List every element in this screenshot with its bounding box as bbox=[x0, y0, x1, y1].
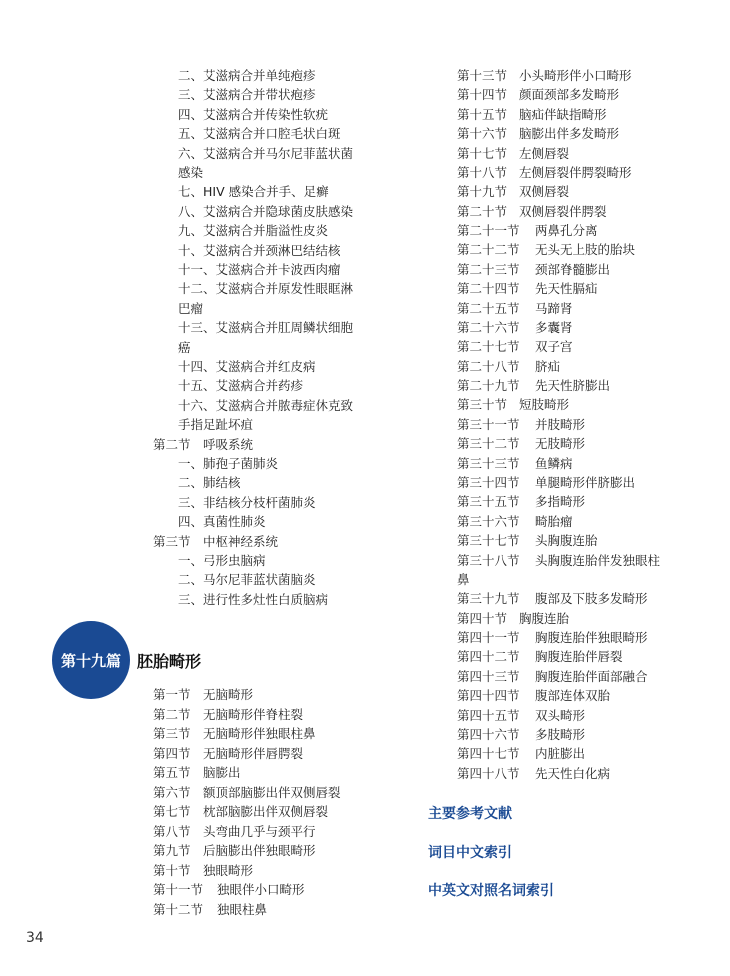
section-title: 脑膨出伴多发畸形 bbox=[519, 126, 620, 142]
section-title: 胸腹连胎伴面部融合 bbox=[535, 668, 648, 684]
toc-entry[interactable]: 三、非结核分枝杆菌肺炎 bbox=[178, 494, 316, 510]
section-title: 左侧唇裂 bbox=[519, 145, 570, 161]
section-entry[interactable] bbox=[457, 221, 598, 240]
section-title: 多肢畸形 bbox=[535, 726, 586, 742]
section-entry[interactable] bbox=[457, 144, 569, 163]
section-title: 多指畸形 bbox=[535, 494, 586, 510]
section-title: 左侧唇裂伴腭裂畸形 bbox=[519, 164, 632, 180]
section-entry[interactable] bbox=[153, 744, 303, 763]
section-entry[interactable] bbox=[153, 861, 253, 880]
section-entry[interactable] bbox=[457, 66, 632, 85]
section-title: 无脑畸形伴脊柱裂 bbox=[203, 706, 304, 722]
section-entry[interactable] bbox=[457, 279, 598, 298]
section-entry[interactable] bbox=[457, 85, 619, 104]
section-title: 短肢畸形 bbox=[519, 397, 570, 413]
section-title: 单腿畸形伴脐膨出 bbox=[535, 474, 636, 490]
section-title: 多囊肾 bbox=[535, 319, 573, 335]
section-entry[interactable] bbox=[457, 415, 585, 434]
section-entry[interactable] bbox=[457, 512, 573, 531]
section-number: 第五节 bbox=[153, 765, 191, 780]
section-title: 双侧唇裂伴腭裂 bbox=[519, 203, 607, 219]
section-entry[interactable] bbox=[153, 900, 267, 919]
section-title: 后脑膨出伴独眼畸形 bbox=[203, 843, 316, 858]
toc-entry[interactable]: 六、艾滋病合并马尔尼菲蓝状菌 bbox=[178, 145, 354, 161]
section-entry[interactable] bbox=[457, 163, 632, 182]
toc-entry[interactable]: 十三、艾滋病合并肛周鳞状细胞 bbox=[178, 320, 354, 336]
section-number: 第四十三节 bbox=[457, 668, 520, 684]
toc-entry[interactable]: 二、马尔尼菲蓝状菌脑炎 bbox=[178, 572, 316, 588]
toc-entry[interactable]: 十一、艾滋病合并卡波西肉瘤 bbox=[178, 262, 341, 277]
toc-entry-continuation[interactable]: 手指足趾坏疽 bbox=[178, 417, 254, 433]
references-link[interactable]: 主要参考文献 bbox=[428, 806, 512, 822]
section-entry[interactable] bbox=[457, 725, 585, 744]
toc-entry[interactable]: 四、艾滋病合并传染性软疣 bbox=[178, 106, 329, 122]
section-entry[interactable] bbox=[457, 105, 607, 124]
section-title: 小头畸形伴小口畸形 bbox=[519, 68, 632, 83]
section-title: 马蹄肾 bbox=[535, 300, 573, 316]
section-entry[interactable] bbox=[153, 685, 253, 704]
section-entry[interactable] bbox=[457, 454, 573, 473]
section-entry[interactable] bbox=[457, 376, 610, 395]
section-number: 第二十六节 bbox=[457, 319, 520, 335]
section-number: 第三十六节 bbox=[457, 513, 520, 529]
section-title: 独眼畸形 bbox=[203, 862, 254, 878]
section-title: 两鼻孔分离 bbox=[535, 223, 598, 239]
section-title: 独眼柱鼻 bbox=[217, 901, 268, 917]
toc-entry[interactable]: 二、肺结核 bbox=[178, 475, 241, 491]
section-number: 第十节 bbox=[153, 862, 191, 878]
section-number: 第三十九节 bbox=[457, 591, 520, 607]
section-title: 双头畸形 bbox=[535, 707, 586, 723]
section-number: 第四十五节 bbox=[457, 707, 520, 723]
section-title: 先天性白化病 bbox=[535, 765, 611, 781]
section-number: 第二十三节 bbox=[457, 261, 520, 277]
toc-entry[interactable]: 十二、艾滋病合并原发性眼眶淋 bbox=[178, 281, 354, 297]
toc-entry[interactable]: 四、真菌性肺炎 bbox=[178, 514, 266, 530]
section-entry[interactable] bbox=[153, 880, 305, 899]
toc-entry[interactable]: 七、HIV 感染合并手、足癣 bbox=[178, 184, 329, 200]
section-heading[interactable]: 第二节 呼吸系统 bbox=[153, 436, 254, 452]
section-number: 第三十一节 bbox=[457, 416, 520, 432]
section-number: 第一节 bbox=[153, 687, 191, 702]
section-number: 第二十四节 bbox=[457, 281, 520, 297]
section-title: 胸腹连胎 bbox=[519, 610, 570, 626]
page-number: 34 bbox=[26, 930, 44, 946]
section-title: 腹部连体双胎 bbox=[535, 688, 611, 704]
toc-entry[interactable]: 五、艾滋病合并口腔毛状白斑 bbox=[178, 126, 341, 142]
section-title: 头胸腹连胎伴发独眼柱 bbox=[535, 552, 661, 568]
section-number: 第三十五节 bbox=[457, 494, 520, 510]
section-title: 无头无上肢的胎块 bbox=[535, 242, 636, 258]
section-number: 第三十八节 bbox=[457, 552, 520, 568]
section-number: 第十七节 bbox=[457, 145, 508, 161]
section-number: 第四十节 bbox=[457, 610, 508, 626]
section-title: 脑膨出 bbox=[203, 765, 241, 780]
section-number: 第四十四节 bbox=[457, 688, 520, 704]
section-title: 先天性脐膨出 bbox=[535, 378, 611, 394]
section-number: 第二十节 bbox=[457, 203, 508, 219]
section-entry[interactable] bbox=[457, 764, 610, 783]
section-title: 颈部脊髓膨出 bbox=[535, 261, 611, 277]
section-title: 畸胎瘤 bbox=[535, 513, 573, 529]
section-title: 无脑畸形伴唇腭裂 bbox=[203, 745, 304, 761]
section-title: 颜面颈部多发畸形 bbox=[519, 87, 620, 103]
section-number: 第八节 bbox=[153, 823, 191, 839]
toc-entry-continuation[interactable]: 感染 bbox=[178, 165, 204, 180]
section-title: 双侧唇裂 bbox=[519, 184, 570, 200]
section-entry[interactable] bbox=[457, 667, 648, 686]
toc-entry-continuation[interactable]: 巴瘤 bbox=[178, 300, 204, 316]
section-entry[interactable] bbox=[153, 841, 316, 860]
toc-entry[interactable]: 一、肺孢子菌肺炎 bbox=[178, 456, 279, 471]
section-number: 第十二节 bbox=[153, 901, 204, 917]
section-number: 第四十一节 bbox=[457, 630, 520, 646]
section-number: 第九节 bbox=[153, 843, 191, 858]
section-title: 腹部及下肢多发畸形 bbox=[535, 591, 648, 607]
section-number: 第三十二节 bbox=[457, 436, 520, 452]
section-number: 第二十七节 bbox=[457, 339, 520, 355]
section-entry[interactable] bbox=[153, 705, 303, 724]
section-number: 第十六节 bbox=[457, 126, 508, 142]
section-entry[interactable] bbox=[457, 609, 569, 628]
section-title: 头胸腹连胎 bbox=[535, 533, 598, 549]
section-entry[interactable] bbox=[457, 318, 573, 337]
section-number: 第四节 bbox=[153, 745, 191, 761]
part-badge-label: 第十九篇 bbox=[60, 651, 121, 670]
section-number: 第六节 bbox=[153, 784, 191, 800]
part-title: 胚胎畸形 bbox=[137, 652, 202, 671]
section-entry[interactable] bbox=[457, 240, 635, 259]
section-entry[interactable] bbox=[153, 802, 328, 821]
section-number: 第三十三节 bbox=[457, 455, 520, 471]
section-title: 脑疝伴缺指畸形 bbox=[519, 106, 607, 122]
section-title: 鱼鳞病 bbox=[535, 455, 573, 471]
section-entry[interactable] bbox=[457, 357, 560, 376]
section-number: 第十三节 bbox=[457, 68, 508, 83]
section-entry[interactable] bbox=[457, 647, 623, 666]
section-number: 第四十六节 bbox=[457, 726, 520, 742]
section-entry[interactable] bbox=[457, 124, 619, 143]
section-title: 双子宫 bbox=[535, 339, 573, 355]
section-number: 第二十五节 bbox=[457, 300, 520, 316]
section-title: 额顶部脑膨出伴双侧唇裂 bbox=[203, 784, 341, 800]
section-entry-continuation[interactable] bbox=[457, 570, 470, 589]
section-title: 无脑畸形伴独眼柱鼻 bbox=[203, 726, 316, 741]
toc-entry[interactable]: 十四、艾滋病合并红皮病 bbox=[178, 359, 316, 374]
section-number: 第二十二节 bbox=[457, 242, 520, 258]
section-entry[interactable] bbox=[457, 744, 585, 763]
section-title: 脐疝 bbox=[535, 358, 561, 374]
section-title: 无脑畸形 bbox=[203, 687, 254, 702]
toc-entry-continuation[interactable]: 癌 bbox=[178, 339, 191, 355]
toc-entry[interactable]: 三、艾滋病合并带状疱疹 bbox=[178, 87, 316, 103]
toc-entry[interactable]: 十、艾滋病合并颈淋巴结结核 bbox=[178, 242, 341, 258]
section-title: 无肢畸形 bbox=[535, 436, 586, 452]
section-entry[interactable] bbox=[153, 763, 241, 782]
toc-entry[interactable]: 十六、艾滋病合并脓毒症休克致 bbox=[178, 397, 354, 413]
section-title: 独眼伴小口畸形 bbox=[217, 882, 305, 897]
section-title: 并肢畸形 bbox=[535, 416, 586, 432]
section-title: 先天性膈疝 bbox=[535, 281, 598, 297]
section-number: 第十八节 bbox=[457, 164, 508, 180]
section-title: 内脏膨出 bbox=[535, 746, 586, 762]
toc-entry[interactable]: 三、进行性多灶性白质脑病 bbox=[178, 591, 329, 607]
section-number: 第十一节 bbox=[153, 882, 204, 897]
section-number: 第三十七节 bbox=[457, 533, 520, 549]
section-number: 第七节 bbox=[153, 804, 191, 819]
bilingual-index-link[interactable]: 中英文对照名词索引 bbox=[428, 883, 554, 899]
section-title: 胸腹连胎伴唇裂 bbox=[535, 649, 623, 665]
section-number: 第十九节 bbox=[457, 184, 508, 200]
section-entry[interactable] bbox=[153, 822, 316, 841]
toc-entry[interactable]: 十五、艾滋病合并药疹 bbox=[178, 378, 304, 394]
section-entry[interactable] bbox=[153, 724, 316, 743]
section-title: 头弯曲几乎与颈平行 bbox=[203, 823, 316, 839]
section-number: 第四十七节 bbox=[457, 746, 520, 762]
section-entry[interactable] bbox=[457, 473, 635, 492]
section-number: 第十五节 bbox=[457, 106, 508, 122]
section-entry[interactable] bbox=[457, 395, 569, 414]
section-entry[interactable] bbox=[457, 299, 573, 318]
section-entry[interactable] bbox=[457, 628, 648, 647]
section-title: 胸腹连胎伴独眼畸形 bbox=[535, 630, 648, 646]
section-entry[interactable] bbox=[457, 202, 607, 221]
section-entry[interactable] bbox=[457, 531, 598, 550]
section-title: 枕部脑膨出伴双侧唇裂 bbox=[203, 804, 329, 819]
section-number: 第三十四节 bbox=[457, 474, 520, 490]
chinese-index-link[interactable]: 词目中文索引 bbox=[428, 845, 512, 861]
section-entry[interactable] bbox=[457, 260, 610, 279]
toc-entry[interactable]: 二、艾滋病合并单纯疱疹 bbox=[178, 68, 316, 83]
section-number: 第三节 bbox=[153, 726, 191, 741]
section-number: 第三十节 bbox=[457, 397, 508, 413]
section-heading[interactable]: 第三节 中枢神经系统 bbox=[153, 533, 279, 549]
section-number: 第十四节 bbox=[457, 87, 508, 103]
section-entry[interactable] bbox=[457, 492, 585, 511]
toc-entry[interactable]: 九、艾滋病合并脂溢性皮炎 bbox=[178, 223, 329, 239]
section-entry[interactable] bbox=[457, 434, 585, 453]
section-number: 第二十九节 bbox=[457, 378, 520, 394]
section-entry[interactable] bbox=[457, 182, 569, 201]
toc-entry[interactable]: 一、弓形虫脑病 bbox=[178, 553, 266, 568]
toc-entry[interactable]: 八、艾滋病合并隐球菌皮肤感染 bbox=[178, 203, 354, 219]
section-entry[interactable] bbox=[153, 783, 341, 802]
part-badge bbox=[52, 621, 130, 699]
section-number: 第四十八节 bbox=[457, 765, 520, 781]
section-number: 第二节 bbox=[153, 706, 191, 722]
section-entry[interactable] bbox=[457, 686, 610, 705]
section-entry[interactable] bbox=[457, 337, 573, 356]
section-number: 第四十二节 bbox=[457, 649, 520, 665]
section-entry[interactable] bbox=[457, 589, 648, 608]
section-entry[interactable] bbox=[457, 551, 660, 570]
section-number: 第二十八节 bbox=[457, 358, 520, 374]
section-title: 鼻 bbox=[457, 571, 470, 587]
section-number: 第二十一节 bbox=[457, 223, 520, 239]
section-entry[interactable] bbox=[457, 706, 585, 725]
